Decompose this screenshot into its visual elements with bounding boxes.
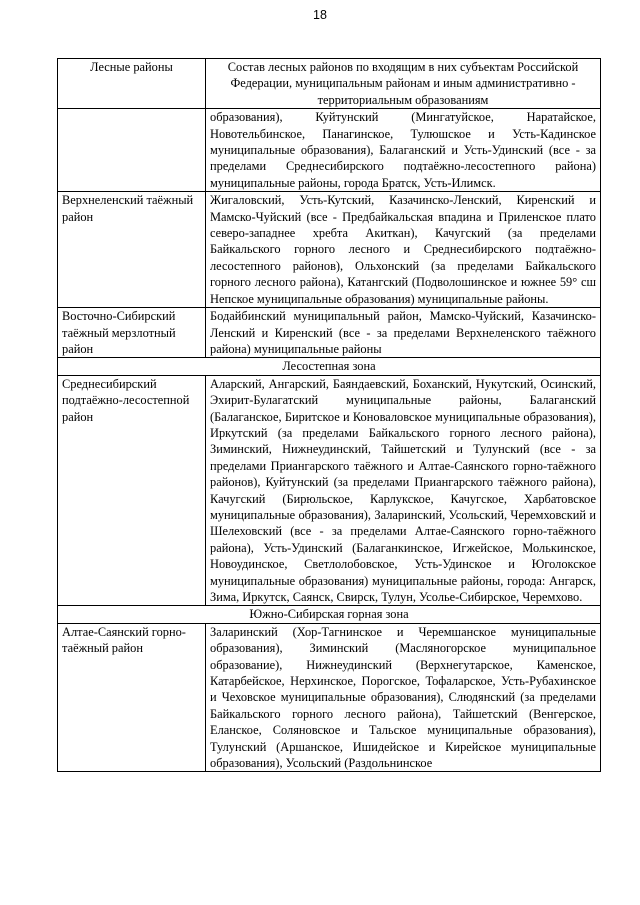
zone-heading-row bbox=[58, 606, 601, 623]
zone-heading: Лесостепная зона bbox=[58, 358, 601, 375]
region-cell bbox=[58, 109, 206, 192]
region-cell: Алтае-Саянский горно-таёжный район bbox=[58, 623, 206, 772]
region-cell: Восточно-Сибирский таёжный мерзлотный район bbox=[58, 308, 206, 358]
composition-cell: Бодайбинский муниципальный район, Мамско-Чуйский, Казачинско-Ленский и Киренский (все - за пределами Верхнеленского таёжного района) муниципальные районы bbox=[206, 308, 601, 358]
zone-heading-row bbox=[58, 358, 601, 375]
composition-cell: Аларский, Ангарский, Баяндаевский, Боханский, Нукутский, Осинский, Эхирит-Булагатский муниципальные районы, Балаганский (Балаганское, Биритское и Коноваловское муниципальные образования), Иркутский (за пределами Байкальского горного лесного района), Зиминский, Нижнеудинский, Тайшетский и Тулунский (все - за пределами Приангарского таёжного и Алтае-Саянского горно-таёжного районов), Куйтунский (за пределами Приангарского таёжного района), Качугский (Бирюльское, Карлукское, Качугское, Харбатовское муниципальные образования), Заларинский, Усольский, Черемховский и Шелеховский (все - за пределами Алтае-Саянского горно-таёжного района), Усть-Удинский (Балаганкинское, Игжейское, Молькинское, Новоудинское, Светлолобовское, Усть-Удинское и Юголокское муниципальные образования) муниципальные районы, города: Ангарск, Зима, Иркутск, Саянск, Свирск, Тулун, Усолье-Сибирское, Черемхово. bbox=[206, 375, 601, 606]
composition-cell: Заларинский (Хор-Тагнинское и Черемшанское муниципальные образования), Зиминский (Масляногорское муниципальное образование), Нижнеудинский (Верхнегутарское, Каменское, Катарбейское, Нерхинское, Порогское, Тофаларское, Усть-Рубахинское и Чеховское муниципальные образования), Слюдянский (за пределами Байкальского горного лесного района), Тайшетский (Венгерское, Еланское, Соляновское и Тальское муниципальные образования), Тулунский (Аршанское, Ишидейское и Кирейское муниципальные образования), Усольский (Раздольнинское bbox=[206, 623, 601, 772]
region-cell: Верхнеленский таёжный район bbox=[58, 192, 206, 308]
table-row bbox=[58, 192, 601, 308]
composition-cell: образования), Куйтунский (Мингатуйское, Наратайское, Новотельбинское, Панагинское, Тулюшское и Усть-Кадинское муниципальные образования), Балаганский и Усть-Удинский (все - за пределами Среднесибирского подтаёжно-лесостепного района) муниципальные районы, города Братск, Усть-Илимск. bbox=[206, 109, 601, 192]
page-number: 18 bbox=[313, 8, 327, 22]
region-cell: Среднесибирский подтаёжно-лесостепной район bbox=[58, 375, 206, 606]
header-forest-regions: Лесные районы bbox=[58, 59, 206, 109]
table-row bbox=[58, 109, 601, 192]
forest-regions-table bbox=[57, 58, 601, 772]
table-header-row bbox=[58, 59, 601, 109]
table-row bbox=[58, 375, 601, 606]
zone-heading: Южно-Сибирская горная зона bbox=[58, 606, 601, 623]
header-composition: Состав лесных районов по входящим в них субъектам Российской Федерации, муниципальным районам и иным административно - территориальным образованиям bbox=[206, 59, 601, 109]
table-row bbox=[58, 623, 601, 772]
composition-cell: Жигаловский, Усть-Кутский, Казачинско-Ленский, Киренский и Мамско-Чуйский (все - Предбайкальская впадина и Приленское плато северо-западнее хребта Акиткан), Качугский (за пределами Байкальского горного лесного и Среднесибирского подтаёжно-лесостепного районов), Ольхонский (за пределами Байкальского горного лесного района), Катангский (Подволошинское и южнее 59° сш Непское муниципальные образования) муниципальные районы. bbox=[206, 192, 601, 308]
table-row bbox=[58, 308, 601, 358]
